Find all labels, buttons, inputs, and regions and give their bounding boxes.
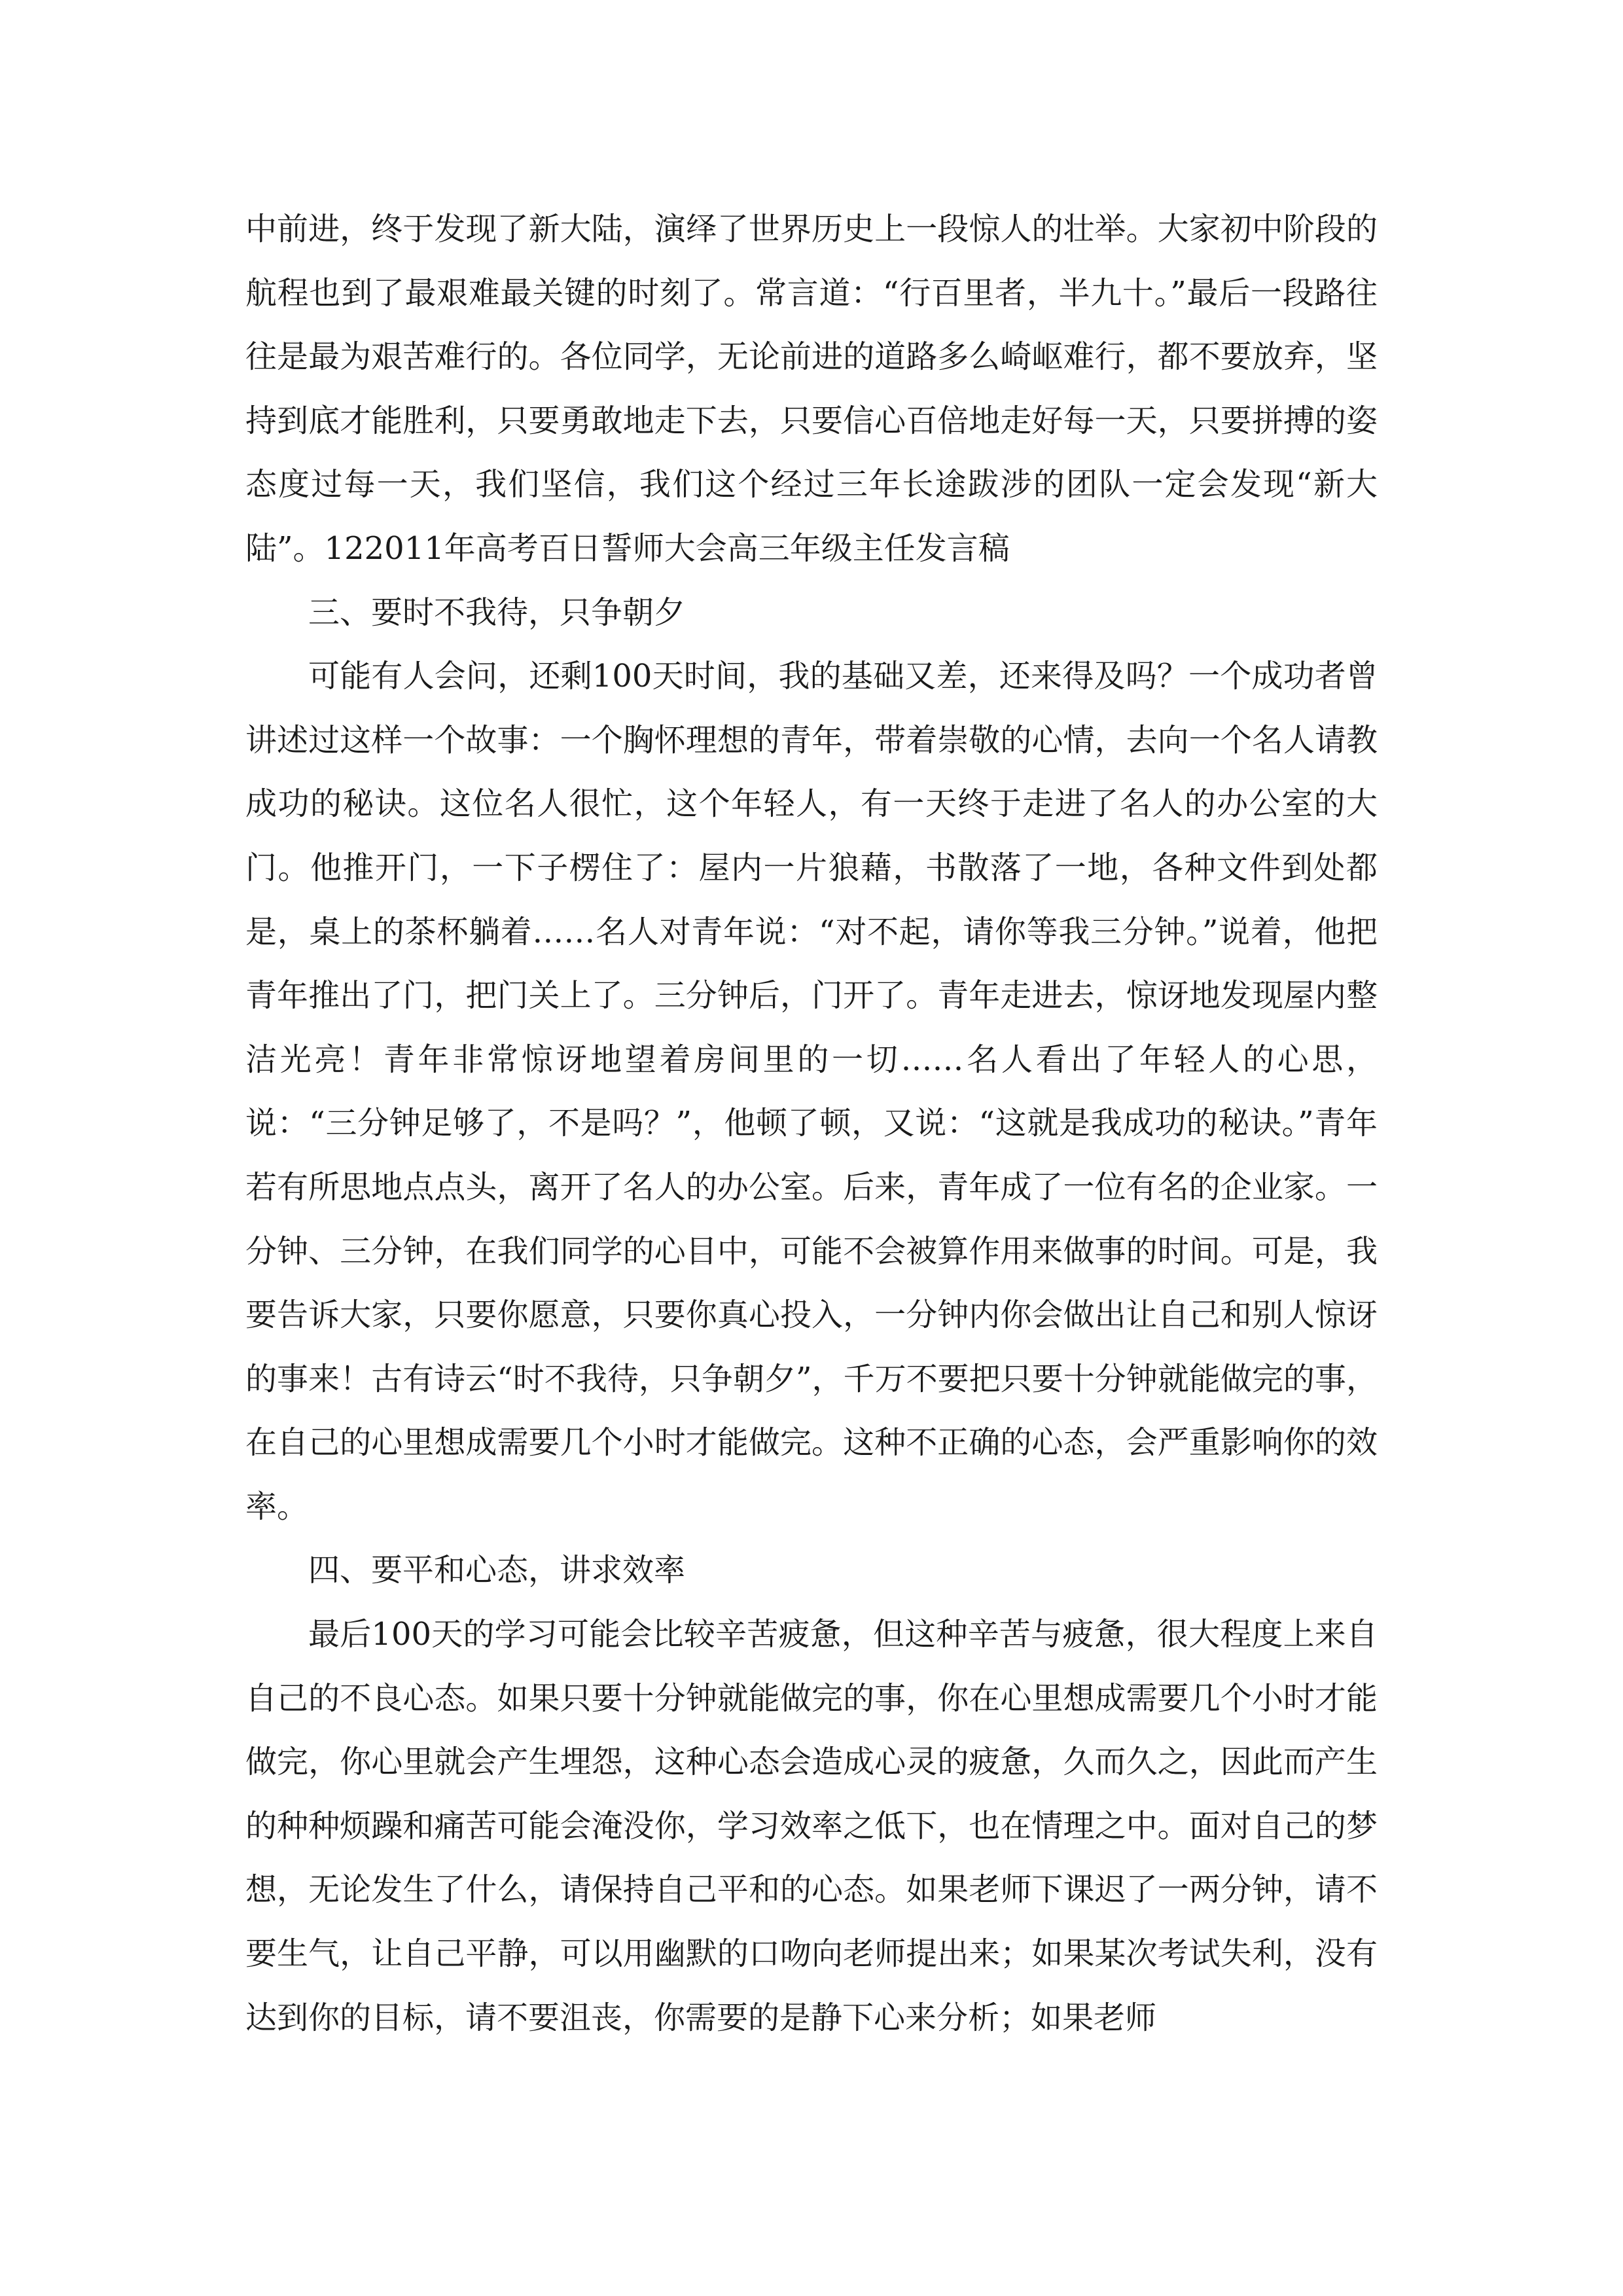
document-body <box>245 198 1378 2050</box>
section-heading-4: 四、要平和心态，讲求效率 <box>308 1552 686 1589</box>
paragraph-continuation: 中前进，终于发现了新大陆，演绎了世界历史上一段惊人的壮举。大家初中阶段的航程也到了最艰难最关键的时刻了。常言道：“行百里者，半九十。”最后一段路往往是最为艰苦难行的。各位同学，无论前进的道路多么崎岖难行，都不要放弃，坚持到底才能胜利，只要勇敢地走下去，只要信心百倍地走好每一天，只要拼搏的姿态度过每一天，我们坚信，我们这个经过三年长途跋涉的团队一定会发现“新大陆”。122011年高考百日誓师大会高三年级主任发言稿 <box>245 211 1378 567</box>
paragraph-story: 可能有人会问，还剩100天时间，我的基础又差，还来得及吗？一个成功者曾讲述过这样一个故事：一个胸怀理想的青年，带着崇敬的心情，去向一个名人请教成功的秘诀。这位名人很忙，这个年轻人，有一天终于走进了名人的办公室的大门。他推开门，一下子楞住了：屋内一片狼藉，书散落了一地，各种文件到处都是，桌上的茶杯躺着……名人对青年说：“对不起，请你等我三分钟。”说着，他把青年推出了门，把门关上了。三分钟后，门开了。青年走进去，惊讶地发现屋内整洁光亮！青年非常惊讶地望着房间里的一切……名人看出了年轻人的心思，说：“三分钟足够了，不是吗？”，他顿了顿，又说：“这就是我成功的秘诀。”青年若有所思地点点头，离开了名人的办公室。后来，青年成了一位有名的企业家。一分钟、三分钟，在我们同学的心目中，可能不会被算作用来做事的时间。可是，我要告诉大家，只要你愿意，只要你真心投入，一分钟内你会做出让自己和别人惊讶的事来！古有诗云“时不我待，只争朝夕”，千万不要把只要十分钟就能做完的事，在自己的心里想成需要几个小时才能做完。这种不正确的心态，会严重影响你的效率。 <box>245 658 1378 1525</box>
paragraph-mindset: 最后100天的学习可能会比较辛苦疲惫，但这种辛苦与疲惫，很大程度上来自自己的不良心态。如果只要十分钟就能做完的事，你在心里想成需要几个小时才能做完，你心里就会产生埋怨，这种心态会造成心灵的疲惫，久而久之，因此而产生的种种烦躁和痛苦可能会淹没你，学习效率之低下，也在情理之中。面对自己的梦想，无论发生了什么，请保持自己平和的心态。如果老师下课迟了一两分钟，请不要生气，让自己平静，可以用幽默的口吻向老师提出来；如果某次考试失利，没有达到你的目标，请不要沮丧，你需要的是静下心来分析；如果老师 <box>245 1616 1378 2036</box>
section-heading-3: 三、要时不我待，只争朝夕 <box>308 594 686 631</box>
